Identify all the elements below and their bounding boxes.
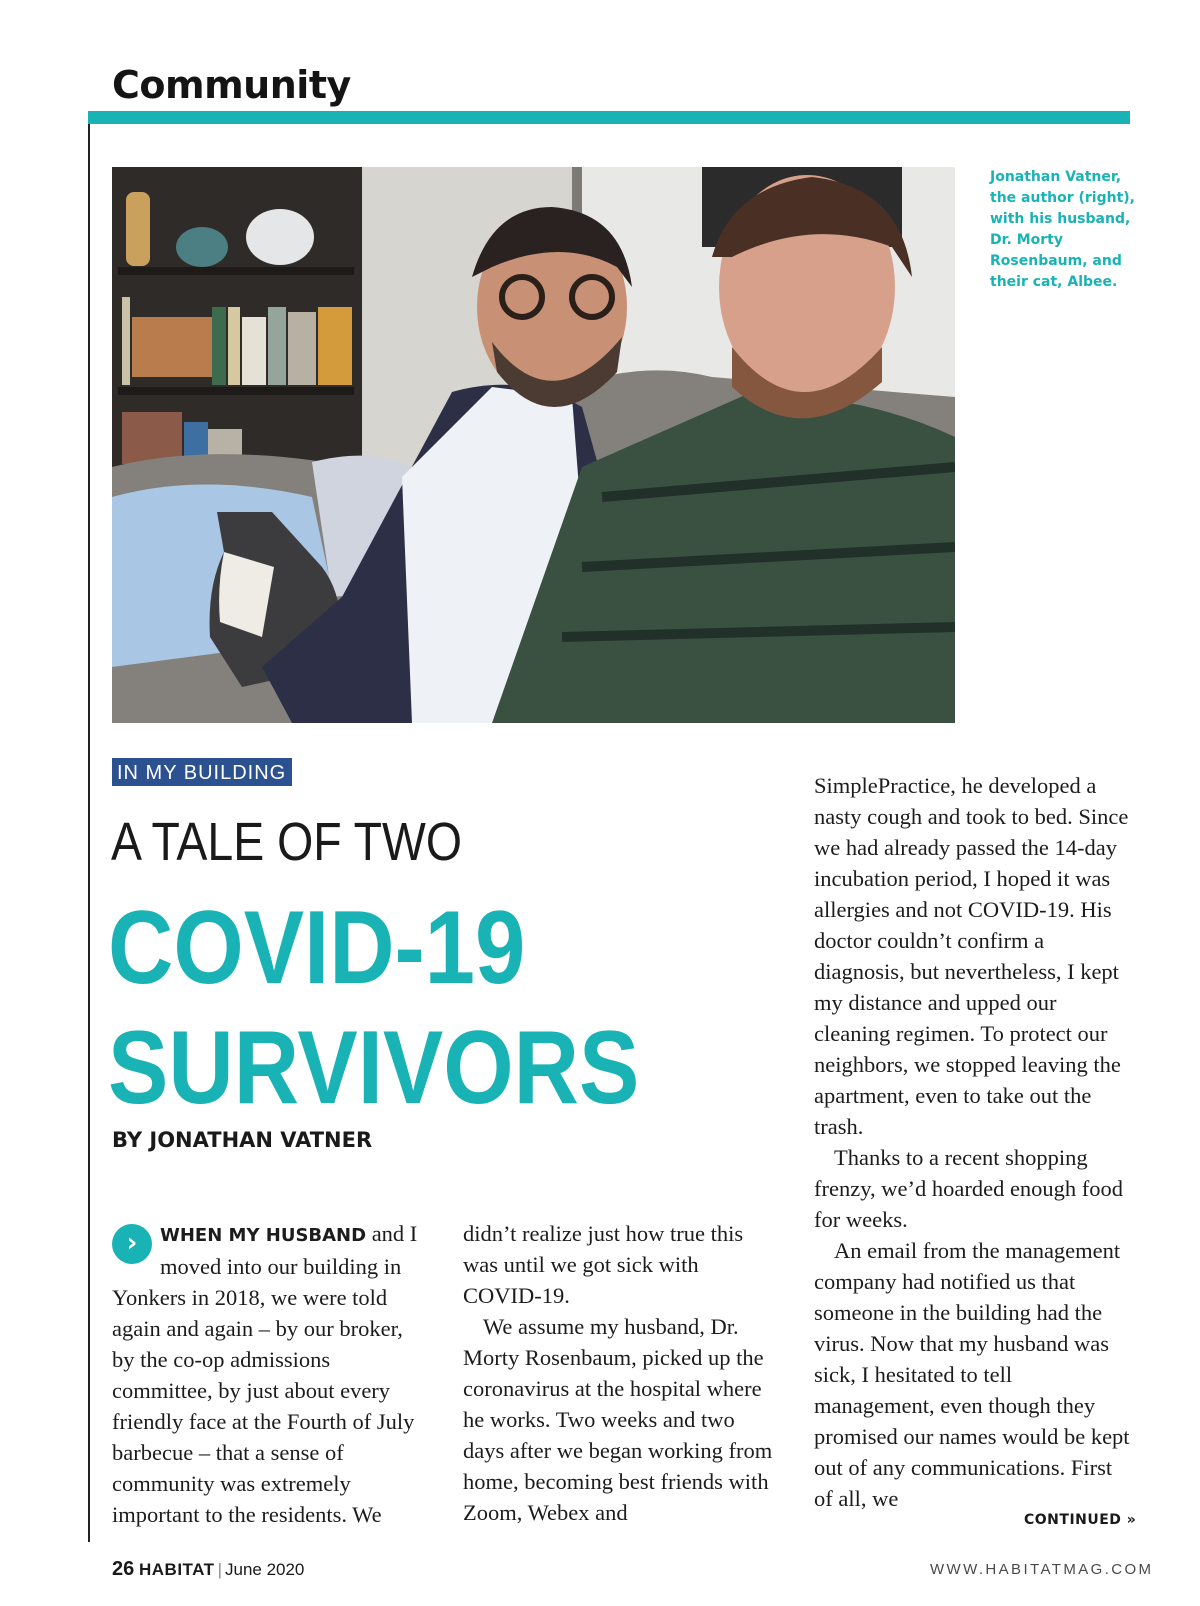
continued-link[interactable]: CONTINUED » bbox=[1024, 1512, 1137, 1528]
headline-main bbox=[108, 888, 639, 1128]
headline-line-3: SURVIVORS bbox=[108, 1010, 640, 1126]
body-paragraph: didn’t realize just how true this was until we got sick with COVID-19. bbox=[463, 1221, 744, 1308]
body-paragraph bbox=[112, 1218, 430, 1530]
body-paragraph: Thanks to a recent shopping frenzy, we’d hoarded enough food for weeks. bbox=[814, 1145, 1124, 1232]
magazine-name: HABITAT bbox=[138, 1560, 215, 1579]
body-text: and I moved into our building in Yonkers in 2018, we were told again and again – by our broker, by the co-op admissions committee, by just about every friendly face at the Fourth of July barbecue – that a sense of community was extremely important to the residents. We bbox=[112, 1221, 418, 1527]
page-footer bbox=[112, 1558, 304, 1581]
body-column-3 bbox=[814, 770, 1132, 1514]
body-column-1 bbox=[112, 1218, 430, 1530]
page-number: 26 bbox=[112, 1558, 135, 1580]
body-paragraph: SimplePractice, he developed a nasty cough and took to bed. Since we had already passed the 14-day incubation period, I hoped it was allergies and not COVID-19. His doctor couldn’t confirm a diagnosis, but nevertheless, I kept my distance and upped our cleaning regimen. To protect our neighbors, we stopped leaving the apartment, even to take out the trash. bbox=[814, 773, 1129, 1139]
article-photo bbox=[112, 167, 955, 723]
chevron-right-icon: › bbox=[112, 1224, 152, 1264]
body-column-2 bbox=[463, 1218, 781, 1528]
section-title: Community bbox=[112, 63, 351, 107]
header-rule bbox=[88, 111, 1130, 124]
body-paragraph: An email from the management company had notified us that someone in the building had the virus. Now that my husband was sick, I hesitated to tell management, even though they promised our names would be kept out of any communications. First of all, we bbox=[814, 1238, 1130, 1511]
column-rule bbox=[88, 124, 90, 1542]
headline-line-2: COVID-19 bbox=[108, 890, 526, 1006]
byline: BY JONATHAN VATNER bbox=[112, 1128, 373, 1152]
section-kicker: IN MY BUILDING bbox=[112, 758, 292, 786]
headline-line-1: A TALE OF TWO bbox=[111, 812, 462, 872]
body-paragraph: We assume my husband, Dr. Morty Rosenbaum, picked up the coronavirus at the hospital where he works. Two weeks and two days after we began working from home, becoming best friends with Zoom, Webex and bbox=[463, 1314, 773, 1525]
website-url[interactable]: WWW.HABITATMAG.COM bbox=[930, 1561, 1154, 1578]
photo-caption: Jonathan Vatner, the author (right), with his husband, Dr. Morty Rosenbaum, and their cat, Albee. bbox=[990, 169, 1135, 290]
footer-separator: | bbox=[217, 1560, 222, 1579]
issue-date: June 2020 bbox=[224, 1560, 305, 1579]
lead-in: WHEN MY HUSBAND bbox=[160, 1225, 367, 1246]
